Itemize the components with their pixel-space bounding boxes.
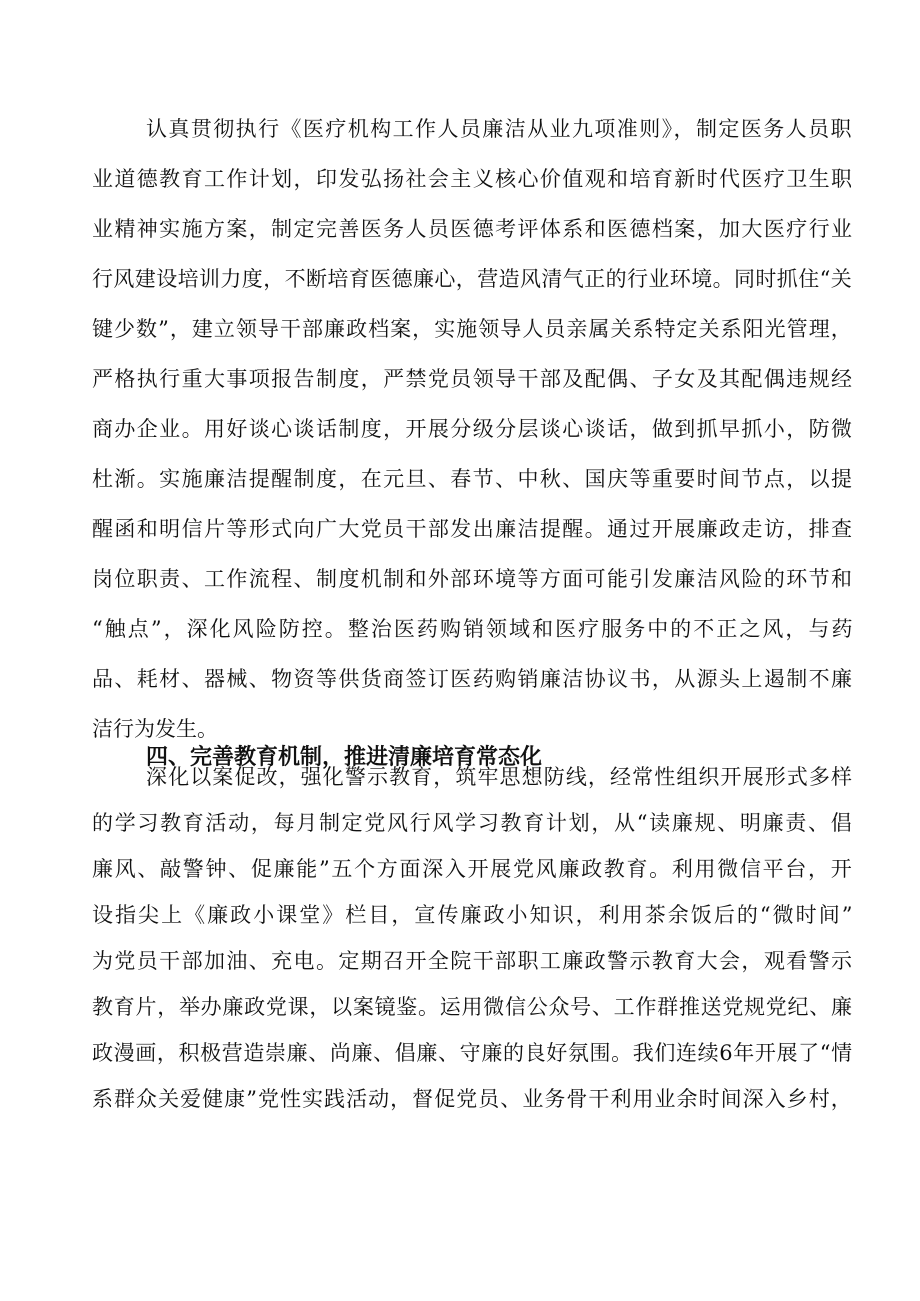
paragraph-line: 政漫画，积极营造崇廉、尚廉、倡廉、守廉的良好氛围。我们连续6年开展了“情 xyxy=(92,1041,853,1065)
paragraph-line: 的学习教育活动，每月制定党风行风学习教育计划，从“读廉规、明廉责、倡 xyxy=(92,811,854,835)
paragraph-line: 醒函和明信片等形式向广大党员干部发出廉洁提醒。通过开展廉政走访，排查 xyxy=(92,517,854,541)
paragraph-line: 设指尖上《廉政小课堂》栏目，宣传廉政小知识，利用茶余饭后的“微时间” xyxy=(92,903,855,927)
paragraph-line: 为党员干部加油、充电。定期召开全院干部职工廉政警示教育大会，观看警示 xyxy=(92,949,854,973)
paragraph-line: 行风建设培训力度，不断培育医德廉心，营造风清气正的行业环境。同时抓住“关 xyxy=(92,267,853,291)
paragraph-line: 杜渐。实施廉洁提醒制度，在元旦、春节、中秋、国庆等重要时间节点，以提 xyxy=(92,467,854,491)
paragraph-line: 键少数”，建立领导干部廉政档案，实施领导人员亲属关系特定关系阳光管理， xyxy=(92,317,853,341)
paragraph-line: 洁行为发生。 xyxy=(92,717,218,741)
paragraph-line: 认真贯彻执行《医疗机构工作人员廉洁从业九项准则》，制定医务人员职 xyxy=(146,117,853,141)
paragraph-line: 岗位职责、工作流程、制度机制和外部环境等方面可能引发廉洁风险的环节和 xyxy=(92,567,854,591)
paragraph-line: 深化以案促改，强化警示教育，筑牢思想防线，经常性组织开展形式多样 xyxy=(146,765,854,789)
paragraph-line: 业道德教育工作计划，印发弘扬社会主义核心价值观和培育新时代医疗卫生职 xyxy=(92,167,854,191)
paragraph-line: “触点”，深化风险防控。整治医药购销领域和医疗服务中的不正之风，与药 xyxy=(92,617,855,641)
section-heading: 四、完善教育机制，推进清廉培育常态化 xyxy=(146,745,543,770)
paragraph-line: 系群众关爱健康”党性实践活动，督促党员、业务骨干利用业余时间深入乡村， xyxy=(92,1087,853,1111)
paragraph-line: 商办企业。用好谈心谈话制度，开展分级分层谈心谈话，做到抓早抓小，防微 xyxy=(92,417,854,441)
paragraph-line: 教育片，举办廉政党课，以案镜鉴。运用微信公众号、工作群推送党规党纪、廉 xyxy=(92,995,853,1019)
paragraph-line: 廉风、敲警钟、促廉能”五个方面深入开展党风廉政教育。利用微信平台，开 xyxy=(92,857,854,881)
paragraph-line: 业精神实施方案，制定完善医务人员医德考评体系和医德档案，加大医疗行业 xyxy=(92,217,854,241)
paragraph-line: 严格执行重大事项报告制度，严禁党员领导干部及配偶、子女及其配偶违规经 xyxy=(92,367,854,391)
paragraph-line: 品、耗材、器械、物资等供货商签订医药购销廉洁协议书，从源头上遏制不廉 xyxy=(92,667,854,691)
